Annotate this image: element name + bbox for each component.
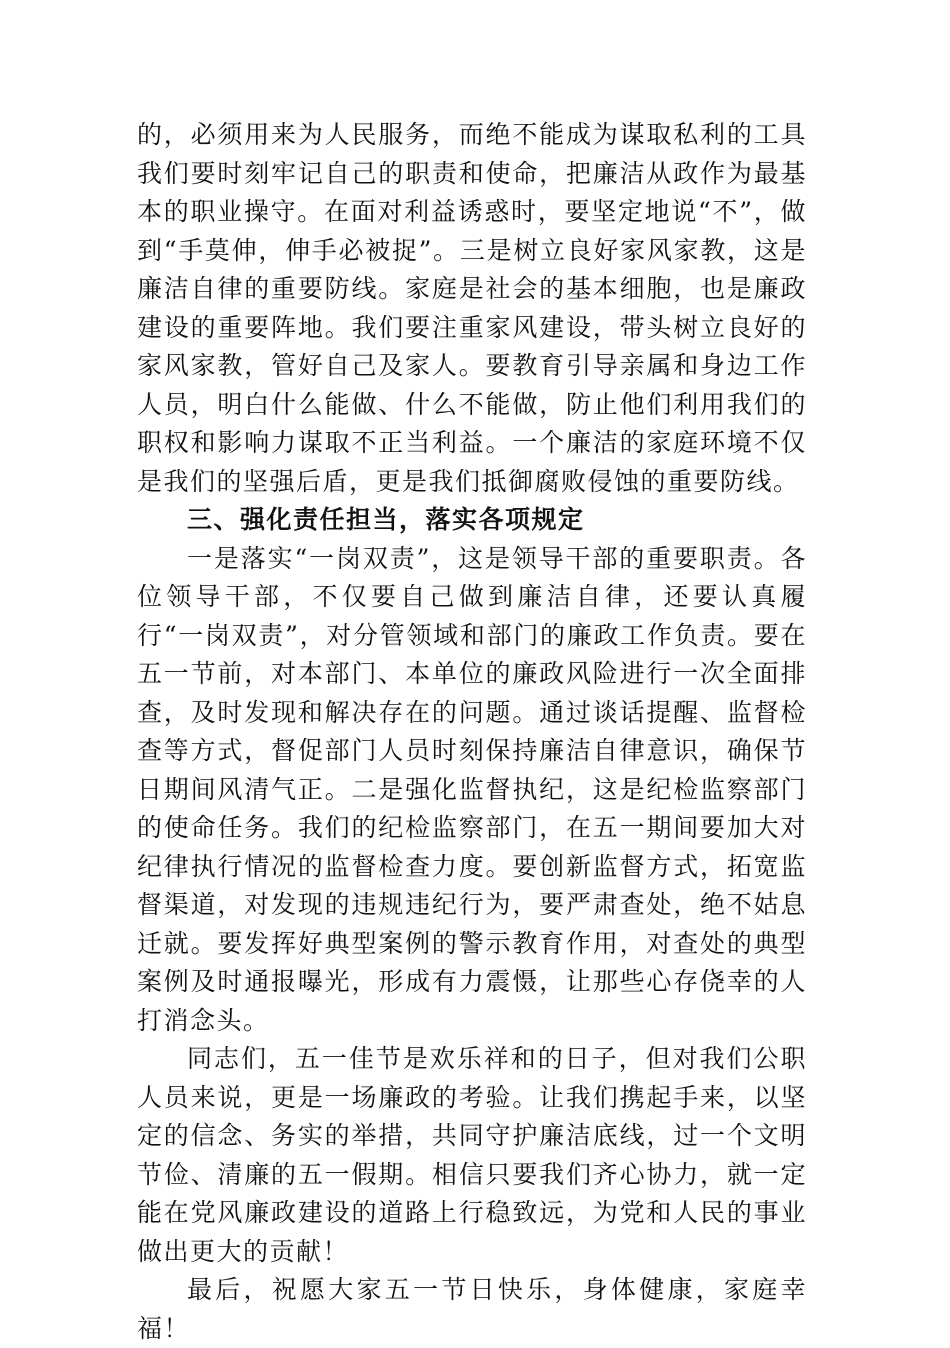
section-heading-3: 三、强化责任担当，落实各项规定 [187,505,585,534]
paragraph-final-wishes: 最后，祝愿大家五一节日快乐，身体健康，家庭幸福！ [137,1275,807,1343]
paragraph-family-tradition: 的，必须用来为人民服务，而绝不能成为谋取私利的工具我们要时刻牢记自己的职责和使命，把廉洁从政作为最基本的职业操守。在面对利益诱惑时，要坚定地说“不”，做到“手莫伸，伸手必被捉”。三是树立良好家风家教，这是廉洁自律的重要防线。家庭是社会的基本细胞，也是廉政建设的重要阵地。我们要注重家风建设，带头树立良好的家风家教，管好自己及家人。要教育引导亲属和身边工作人员，明白什么能做、什么不能做，防止他们利用我们的职权和影响力谋取不正当利益。一个廉洁的家庭环境不仅是我们的坚强后盾，更是我们抵御腐败侵蚀的重要防线。 [137,120,807,496]
document-page [137,116,807,1348]
paragraph-closing-appeal: 同志们，五一佳节是欢乐祥和的日子，但对我们公职人员来说，更是一场廉政的考验。让我们携起手来，以坚定的信念、务实的举措，共同守护廉洁底线，过一个文明节俭、清廉的五一假期。相信只要我们齐心协力，就一定能在党风廉政建设的道路上行稳致远，为党和人民的事业做出更大的贡献！ [137,1044,807,1266]
paragraph-responsibility: 一是落实“一岗双责”，这是领导干部的重要职责。各位领导干部，不仅要自己做到廉洁自律，还要认真履行“一岗双责”，对分管领域和部门的廉政工作负责。要在五一节前，对本部门、本单位的廉政风险进行一次全面排查，及时发现和解决存在的问题。通过谈话提醒、监督检查等方式，督促部门人员时刻保持廉洁自律意识，确保节日期间风清气正。二是强化监督执纪，这是纪检监察部门的使命任务。我们的纪检监察部门，在五一期间要加大对纪律执行情况的监督检查力度。要创新监督方式，拓宽监督渠道，对发现的违规违纪行为，要严肃查处，绝不姑息迁就。要发挥好典型案例的警示教育作用，对查处的典型案例及时通报曝光，形成有力震慑，让那些心存侥幸的人打消念头。 [137,543,807,1035]
